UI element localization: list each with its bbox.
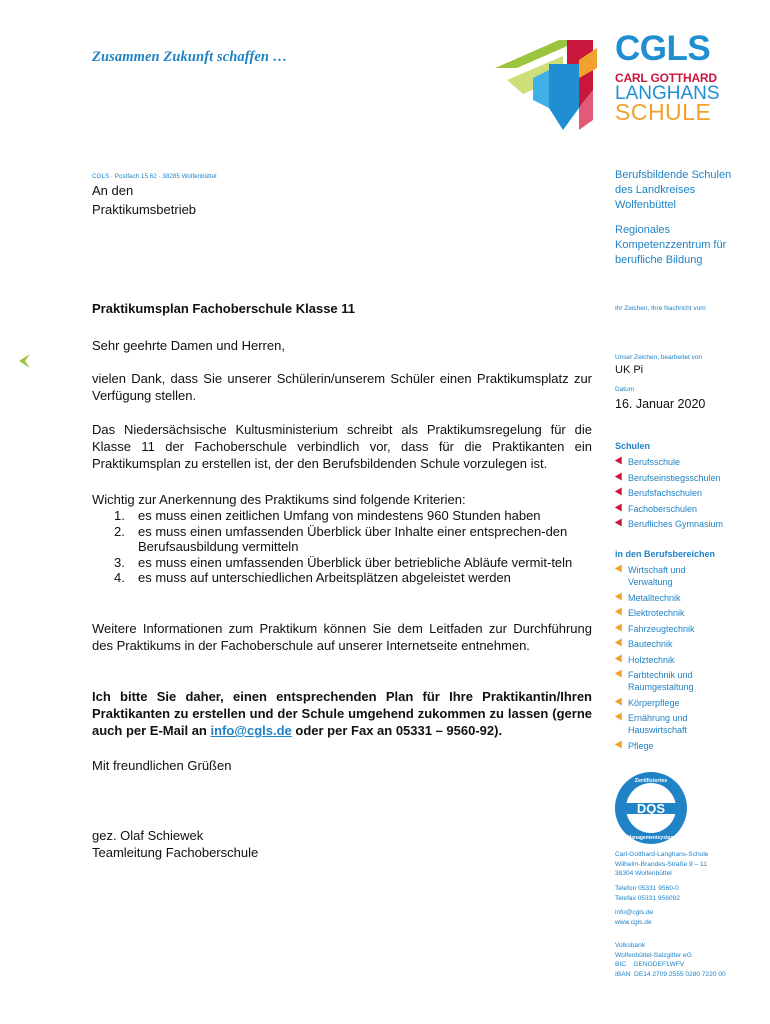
criteria-text: es muss einen umfassenden Überblick über betriebliche Abläufe vermit-teln [138,554,573,570]
date-value: 16. Januar 2020 [615,397,706,411]
paragraph-regulation: Das Niedersächsische Kultusministerium schreibt als Praktikumsregelung für die Klasse 11 der Fachoberschule verbindlich vor, dass für die Praktikanten ein Praktikumsplan zu erstellen ist, der den Berufsbildenden Schule vorzulegen ist. [92,422,592,471]
yellow-arrow-icon [615,740,625,750]
institution-line: Wolfenbüttel [615,199,676,211]
paragraph-thanks: vielen Dank, dass Sie unserer Schülerin/unserem Schüler einen Praktikumsplatz zur Verfügung stellen. [92,371,592,403]
your-ref-label: Ihr Zeichen, Ihre Nachricht vom [615,305,706,312]
recipient-address [92,181,196,219]
yellow-arrow-icon [615,654,625,664]
yellow-arrow-icon [615,638,625,648]
institution-line: berufliche Bildung [615,254,703,266]
criteria-item [92,555,592,571]
footer-line: Volksbank [615,942,646,949]
footer-website-link[interactable]: www.cgls.de [615,918,652,926]
yellow-arrow-icon [615,712,625,722]
field-item: Pflege [615,740,715,752]
signature-role: Teamleitung Fachoberschule [92,845,259,860]
recipient-line: Praktikumsbetrieb [92,202,197,217]
institution-line: Regionales [615,224,671,236]
certificate-seal-icon [613,770,689,846]
svg-text:Managementsystem: Managementsystem [627,835,675,841]
yellow-arrow-icon [615,669,625,679]
school-logo-icon [493,30,611,132]
field-item: Körperpflege [615,697,715,709]
sender-line: CGLS · Postfach 15 62 · 38285 Wolfenbüttel [92,173,217,180]
schools-heading: Schulen [615,441,651,451]
institution-line: des Landkreises [615,184,696,196]
footer-bank [615,941,726,979]
footer-address [615,850,708,879]
greeting: Sehr geehrte Damen und Herren, [92,338,285,353]
paragraph-request [92,688,592,739]
school-item: Fachoberschulen [615,503,745,515]
yellow-arrow-icon [615,564,625,574]
schools-list [615,456,745,534]
field-item: Elektrotechnik [615,607,715,619]
criteria-list [92,508,592,586]
footer-line: Wilhelm-Brandes-Straße 9 – 11 [615,860,707,868]
fields-list [615,564,715,755]
logo-text-langhans: LANGHANS [615,83,720,104]
criteria-number: 1. [114,508,125,523]
fields-heading: in den Berufsbereichen [615,549,716,559]
date-label: Datum [615,386,635,393]
field-item: Farbtechnik und Raumgestaltung [615,669,715,693]
red-arrow-icon [615,518,625,528]
footer-line: Carl-Gotthard-Langhans-Schule [615,851,709,858]
school-item: Berufliches Gymnasium [615,518,745,530]
field-item: Metalltechnik [615,592,715,604]
our-ref-label: Unser Zeichen, bearbeitet von [615,354,703,361]
field-item: Wirtschaft und Verwaltung [615,564,715,588]
our-ref-value: UK Pi [615,364,644,376]
school-item: Berufsfachschulen [615,487,745,499]
letter-subject: Praktikumsplan Fachoberschule Klasse 11 [92,301,356,316]
criteria-number: 4. [114,570,125,585]
paragraph-info: Weitere Informationen zum Praktikum können Sie dem Leitfaden zur Durchführung des Praktikums in der Fachoberschule auf unserer Internetseite entnehmen. [92,621,592,653]
field-item: Bautechnik [615,638,715,650]
yellow-arrow-icon [615,623,625,633]
criteria-text: es muss einen zeitlichen Umfang von mindestens 960 Stunden haben [138,508,541,523]
criteria-number: 2. [114,523,125,539]
criteria-item [92,524,592,555]
criteria-number: 3. [114,554,125,570]
criteria-text: es muss auf unterschiedlichen Arbeitsplätzen abgeleistet werden [138,570,511,585]
yellow-arrow-icon [615,592,625,602]
fold-mark-chevron-icon [16,353,32,369]
footer-contact [615,884,680,903]
email-link[interactable]: info@cgls.de [210,723,292,738]
footer-line: Wolfenbüttel-Salzgitter eG [615,951,692,959]
field-item: Fahrzeugtechnik [615,623,715,635]
logo-text-schule: SCHULE [615,99,712,125]
closing: Mit freundlichen Grüßen [92,758,232,773]
institution-subtitle [615,223,726,268]
signature-name: gez. Olaf Schiewek [92,828,204,843]
recipient-line: An den [92,183,134,198]
institution-line: Kompetenzzentrum für [615,239,727,251]
field-item: Holztechnik [615,654,715,666]
logo-text-cgls: CGLS [615,29,711,68]
footer-web [615,908,653,927]
yellow-arrow-icon [615,697,625,707]
yellow-arrow-icon [615,607,625,617]
field-item: Ernährung und Hauswirtschaft [615,712,715,736]
svg-text:DQS: DQS [636,801,666,816]
institution-name [615,168,731,213]
footer-email-link[interactable]: info@cgls.de [615,909,654,916]
criteria-intro: Wichtig zur Anerkennung des Praktikums sind folgende Kriterien: [92,492,466,507]
institution-line: Berufsbildende Schulen [615,169,732,181]
school-item: Berufseinstiegsschulen [615,472,745,484]
red-arrow-icon [615,456,625,466]
red-arrow-icon [615,503,625,513]
logo-text-carl-gotthard: CARL GOTTHARD [615,71,717,85]
criteria-item [92,508,592,524]
footer-line: BIC GENODEF1WFV [615,961,685,968]
footer-phone: Telefon 05331 9560-0 [615,885,679,892]
criteria-text: es muss einen umfassenden Überblick über Inhalte einer entsprechen-den Berufsausbildung vermitteln [138,523,568,554]
school-item: Berufsschule [615,456,745,468]
footer-line: 38304 Wolfenbüttel [615,870,672,877]
svg-text:Zertifiziertes: Zertifiziertes [634,778,668,784]
slogan: Zusammen Zukunft schaffen … [92,49,288,65]
request-text: oder per Fax an 05331 – 9560-92). [291,723,503,738]
footer-fax: Telefax 05331 956092 [615,894,680,902]
request-text: Ich bitte Sie daher, einen entsprechenden Plan für Ihre Praktikantin/Ihren Praktikanten zu erstellen und der Schule umgehend zukommen zu lassen (gerne auch per E-Mail an [92,689,592,738]
criteria-item [92,570,592,586]
red-arrow-icon [615,487,625,497]
footer-line: IBAN DE14 2709 2555 0280 7220 00 [615,970,726,978]
red-arrow-icon [615,472,625,482]
